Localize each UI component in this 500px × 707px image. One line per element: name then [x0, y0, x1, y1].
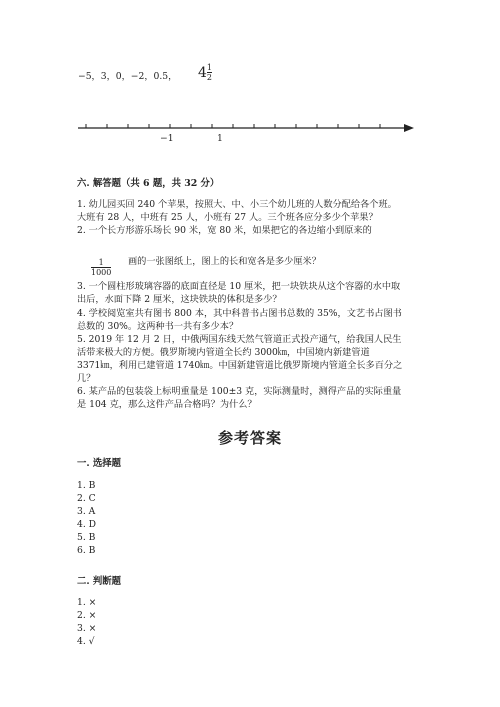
fraction-denominator: 1000 — [91, 268, 112, 277]
section-heading-6: 六. 解答题（共 6 题，共 32 分） — [77, 178, 220, 189]
question-1-line-1: 1. 幼儿园买回 240 个苹果，按照大、中、小三个幼儿班的人数分配给各个班。 — [77, 199, 397, 210]
question-4-line-1: 4. 学校阅览室共有图书 800 本，其中科普书占图书总数的 35%，文艺书占图书 — [77, 308, 402, 319]
question-5-line-4: 几？ — [77, 373, 96, 384]
question-4-line-2: 总数的 30%。这两种书一共有多少本？ — [77, 321, 239, 332]
number-line-label-neg1: −1 — [160, 133, 174, 144]
question-2-fraction — [91, 250, 111, 277]
judge-answer: 1. × — [77, 597, 97, 608]
number-list: −5，3，0，−2，0.5， — [78, 71, 178, 82]
judge-answer: 4. √ — [77, 636, 95, 647]
mixed-number-numerator: 1 — [206, 63, 213, 72]
section-heading-choice: 一. 选择题 — [77, 458, 122, 469]
number-line-label-1: 1 — [217, 133, 223, 144]
mixed-number-fraction — [207, 63, 212, 82]
mixed-number-whole: 4 — [198, 64, 207, 81]
question-1-line-2: 大班有 28 人，中班有 25 人，小班有 27 人。三个班各应分多少个苹果？ — [77, 212, 378, 223]
choice-answer: 1. B — [77, 480, 96, 491]
choice-answer: 2. C — [77, 493, 96, 504]
number-line — [70, 118, 415, 150]
choice-answer: 4. D — [77, 519, 97, 530]
question-3-line-2: 出后，水面下降 2 厘米，这块铁块的体积是多少？ — [77, 294, 282, 305]
fraction-numerator: 1 — [98, 258, 104, 267]
question-3-line-1: 3. 一个圆柱形玻璃容器的底面直径是 10 厘米，把一块铁块从这个容器的水中取 — [77, 281, 401, 292]
question-2-line-2: 画的一张图纸上，图上的长和宽各是多少厘米？ — [128, 256, 321, 267]
mixed-number-denominator: 2 — [206, 73, 213, 82]
judge-answer: 3. × — [77, 623, 97, 634]
question-6-line-2: 是 104 克，那么这件产品合格吗？为什么？ — [77, 399, 257, 410]
judge-answer: 2. × — [77, 610, 97, 621]
question-5-line-3: 3371㎞，利用已建管道 1740㎞。中国新建管道比俄罗斯境内管道全长多百分之 — [77, 360, 403, 371]
choice-answer: 5. B — [77, 532, 96, 543]
number-line-arrow — [404, 124, 414, 132]
mixed-number — [198, 63, 212, 82]
choice-answer: 6. B — [77, 545, 96, 556]
question-2-line-1: 2. 一个长方形游乐场长 90 米，宽 80 米，如果把它的各边缩小到原来的 — [77, 225, 372, 236]
answers-title: 参考答案 — [217, 429, 282, 447]
question-5-line-2: 活带来极大的方便。俄罗斯境内管道全长约 3000㎞，中国境内新建管道 — [77, 347, 370, 358]
question-5-line-1: 5. 2019 年 12 月 2 日，中俄两国东线天然气管道正式投产通气，给我国人民生 — [77, 334, 402, 345]
section-heading-judge: 二. 判断题 — [77, 576, 122, 587]
question-6-line-1: 6. 某产品的包装袋上标明重量是 100±3 克，实际测量时，测得产品的实际重量 — [77, 386, 402, 397]
choice-answer: 3. A — [77, 506, 96, 517]
